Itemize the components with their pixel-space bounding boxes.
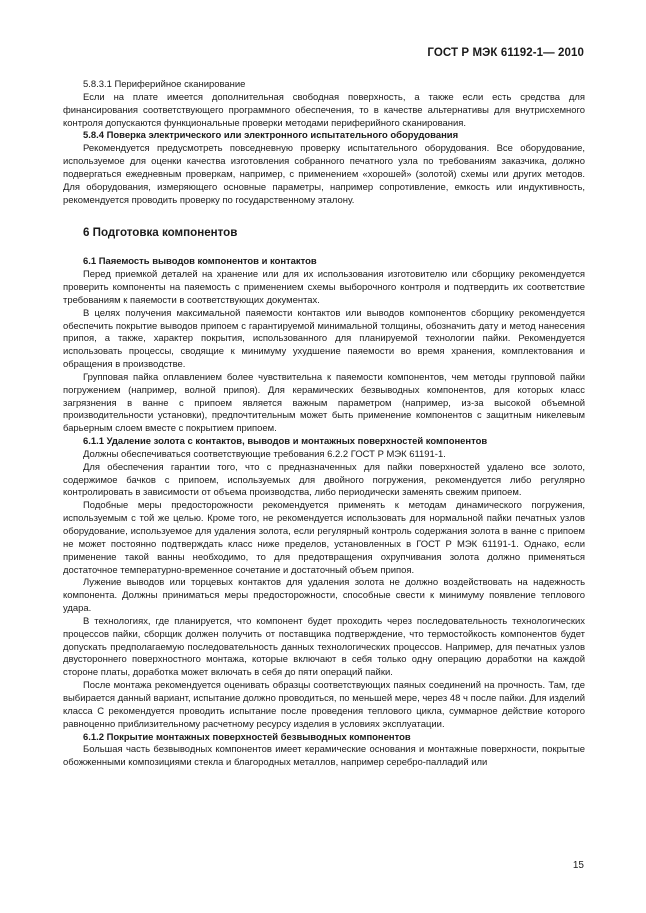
paragraph: Должны обеспечиваться соответствующие требования 6.2.2 ГОСТ Р МЭК 61191-1.	[83, 448, 446, 460]
subsection-heading: 6.1.1 Удаление золота с контактов, выводов и монтажных поверхностей компонентов	[83, 436, 488, 448]
paragraph: Большая часть безвыводных компонентов имеет керамические основания и монтажные поверхности, покрытые обожженными композициями стекла и благородных металлов, например серебро-палладий или	[63, 744, 585, 769]
paragraph: Рекомендуется предусмотреть повседневную проверку испытательного оборудования. Все оборудование, используемое для оценки качества изготовления собранного печатного узла по требованиям заказчика, должно подвергаться ежедневным проверкам, например, с применением «хорошей» (золотой) схемы или других методов. Для оборудования, измеряющего основные параметры, например сопротивление, емкость или индуктивность, рекомендуется проводить проверку по государственному эталону.	[63, 143, 585, 206]
page-number: 15	[572, 860, 584, 871]
clause-heading: 5.8.3.1 Периферийное сканирование	[83, 79, 246, 90]
document-body	[63, 79, 585, 770]
paragraph: В технологиях, где планируется, что компонент будет проходить через последовательность технологических процессов пайки, сборщик должен получить от поставщика подтверждение, что термостойкость компонентов будет допускать предполагаемую последовательность данных технологических процессов. Например, для печатных узлов двустороннего поверхностного монтажа, которые включают в себя только одну операцию доработки на каждой стороне платы, доработка может включать в себя до пяти операций пайки.	[63, 615, 585, 679]
paragraph: После монтажа рекомендуется оценивать образцы соответствующих паяных соединений на прочность. Там, где выбирается данный вариант, испытание должно проводиться, по меньшей мере, через 48 ч после пайки. Для изделий класса C рекомендуется проводить испытание после проведения теплового цикла, суммарное действие которого равноценно приблизительному расчетному ресурсу изделия в условиях эксплуатации.	[63, 680, 585, 730]
paragraph: Если на плате имеется дополнительная свободная поверхность, а также если есть средства для финансирования соответствующего программного обеспечения, то в качестве альтернативы для внутрисхемного контроля допускаются функциональные проверки методами периферийного сканирования.	[63, 91, 585, 129]
subsection-heading: 6.1.2 Покрытие монтажных поверхностей безвыводных компонентов	[83, 731, 411, 743]
paragraph: Лужение выводов или торцевых контактов для удаления золота не должно воздействовать на надежность компонента. Должны приниматься меры предосторожности, способные свести к минимуму появление теплового удара.	[63, 577, 585, 615]
paragraph: В целях получения максимальной паяемости контактов или выводов компонентов сборщику рекомендуется обеспечить покрытие выводов припоем с гарантируемой минимальной толщины, обозначить дату и метод нанесения припоя, а также, характер покрытия, использованного для планируемой технологии пайки. Рекомендуется использовать процессы, сводящие к минимуму ухудшение паяемости во время хранения, комплектования и обращения в производстве.	[63, 307, 585, 371]
page-header: ГОСТ Р МЭК 61192-1— 2010	[427, 47, 584, 59]
subsection-heading: 5.8.4 Поверка электрического или электронного испытательного оборудования	[83, 130, 459, 142]
paragraph: Подобные меры предосторожности рекомендуется применять к методам динамического погружения, используемым с той же целью. Кроме того, не рекомендуется использовать для нормальной пайки печатных узлов оборудование, используемое для удаления золота, если регулярный контроль содержания золота в ванне с припоем не может постоянно подтверждать класс ниже пределов, установленных в ГОСТ Р МЭК 61191-1. Однако, если применение такой ванны необходимо, то для предотвращения охрупчивания золота должно применяться достаточное температурно-временное сочетание и достаточный объем припоя.	[63, 500, 585, 576]
paragraph: Для обеспечения гарантии того, что с предназначенных для пайки поверхностей удалено все золото, содержимое бачков с припоем, используемых для двойного погружения, рекомендуется либо регулярно контролировать в зависимости от объема производства, либо периодически заменять свежим припоем.	[63, 461, 585, 499]
section-heading: 6 Подготовка компонентов	[83, 226, 238, 240]
paragraph: Перед приемкой деталей на хранение или для их использования изготовителю или сборщику рекомендуется проверить компоненты на паяемость с применением схемы выборочного контроля и подтвердить их соответствие требованиям к паяемости в соответствующих документах.	[63, 269, 585, 306]
subsection-heading: 6.1 Паяемость выводов компонентов и контактов	[83, 256, 317, 268]
paragraph: Групповая пайка оплавлением более чувствительна к паяемости компонентов, чем методы групповой пайки погружением (например, волной припоя). Для керамических безвыводных компонентов, для которых класс загрязнения в ванне с припоем является важным параметром (например, из-за высокой объемной производительности установки), предпочтительным может быть применение компонентов с защитным никелевым барьерным слоем вместе с покрытием припоем.	[63, 371, 585, 435]
